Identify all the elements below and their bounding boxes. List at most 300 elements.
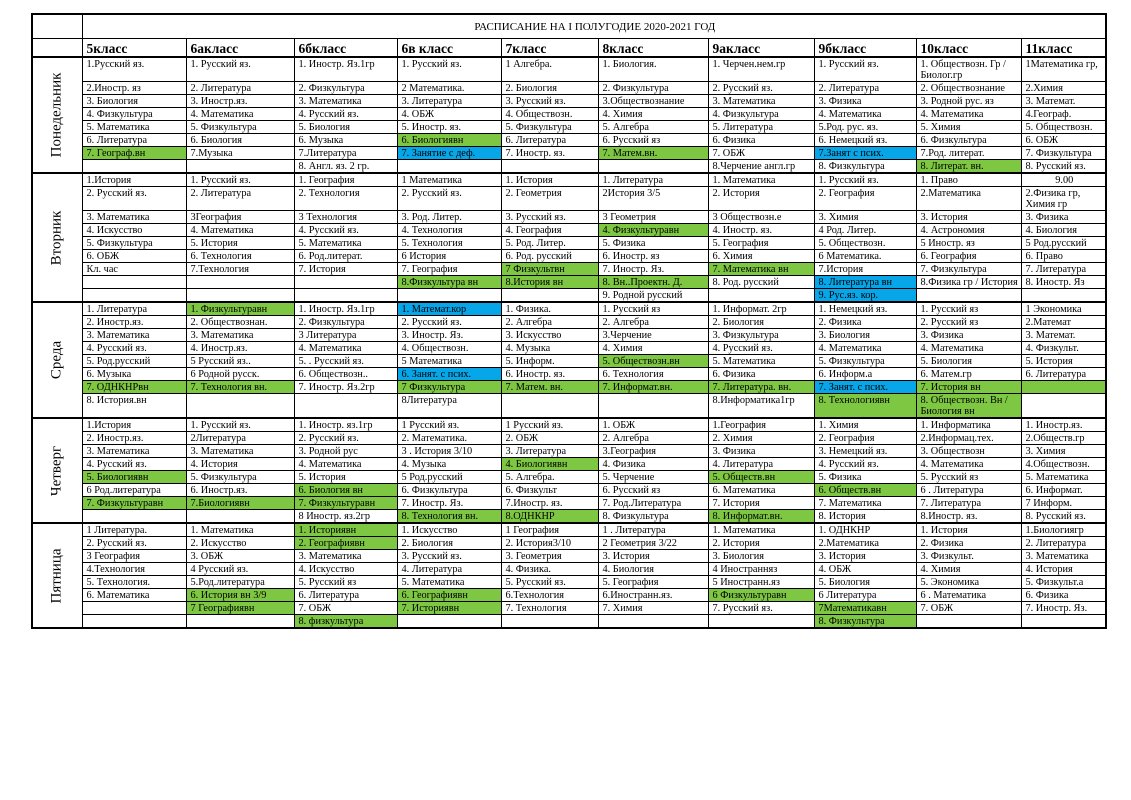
lesson-cell: 7. Технология bbox=[501, 602, 598, 615]
lesson-cell: 6. Обществ.вн bbox=[814, 484, 916, 497]
lesson-cell: 6. Иностр.яз. bbox=[186, 484, 294, 497]
lesson-cell: 7. Историявн bbox=[397, 602, 501, 615]
lesson-cell: 1.История bbox=[82, 173, 186, 187]
day-label bbox=[32, 57, 82, 173]
lesson-cell: 7.Литература bbox=[294, 147, 397, 160]
lesson-cell: 1. Русский яз. bbox=[186, 418, 294, 432]
lesson-cell: 2. Искусство bbox=[186, 537, 294, 550]
lesson-cell: 3. ОБЖ bbox=[186, 550, 294, 563]
lesson-cell: 7 Физкультвн bbox=[501, 263, 598, 276]
lesson-cell: 3 Обществозн.е bbox=[708, 211, 814, 224]
lesson-cell: 4. ОБЖ bbox=[397, 108, 501, 121]
lesson-cell: 3. Химия bbox=[814, 211, 916, 224]
lesson-cell: 1. Литература bbox=[598, 173, 708, 187]
lesson-cell: 7. История bbox=[294, 263, 397, 276]
lesson-cell: 7. Иностр. Яз. bbox=[397, 497, 501, 510]
lesson-cell: 5. . Русский яз. bbox=[294, 355, 397, 368]
schedule-document bbox=[31, 13, 1105, 742]
lesson-cell: 2История 3/5 bbox=[598, 187, 708, 211]
lesson-row bbox=[32, 173, 1106, 187]
day-name: Пятница bbox=[48, 547, 65, 604]
lesson-row bbox=[32, 187, 1106, 211]
lesson-row bbox=[32, 497, 1106, 510]
lesson-cell: 5. География bbox=[598, 576, 708, 589]
lesson-cell: 3. Русский яз. bbox=[501, 211, 598, 224]
lesson-cell: 1 Экономика bbox=[1021, 302, 1106, 316]
lesson-cell: 8. Литература вн bbox=[814, 276, 916, 289]
lesson-cell: 5. Физкультура bbox=[501, 121, 598, 134]
lesson-cell: 3. Биология bbox=[708, 550, 814, 563]
lesson-cell: 7. Иностр. Яз.2гр bbox=[294, 381, 397, 394]
lesson-row bbox=[32, 108, 1106, 121]
lesson-cell: 3. История bbox=[598, 550, 708, 563]
lesson-cell: 2.Физика гр, Химия гр bbox=[1021, 187, 1106, 211]
lesson-cell bbox=[397, 615, 501, 629]
lesson-cell: 1. Немецкий яз. bbox=[814, 302, 916, 316]
lesson-cell: 8. Вн..Проектн. Д. bbox=[598, 276, 708, 289]
lesson-cell: 6. Физика bbox=[1021, 589, 1106, 602]
lesson-cell: 4. География bbox=[501, 224, 598, 237]
lesson-cell: 3. Родной рус bbox=[294, 445, 397, 458]
lesson-cell: 6 . Литература bbox=[916, 484, 1021, 497]
lesson-cell: 4. Физика. bbox=[501, 563, 598, 576]
lesson-cell: 3 Технология bbox=[294, 211, 397, 224]
lesson-cell: 4. Русский яз. bbox=[814, 458, 916, 471]
lesson-cell: 6. Музыка bbox=[294, 134, 397, 147]
lesson-cell: 3. Род. Литер. bbox=[397, 211, 501, 224]
lesson-cell: 5. Род. Литер. bbox=[501, 237, 598, 250]
lesson-cell: 4. Физкульт. bbox=[1021, 342, 1106, 355]
lesson-cell: 8.История вн bbox=[501, 276, 598, 289]
lesson-cell: 2. История3/10 bbox=[501, 537, 598, 550]
lesson-cell bbox=[186, 394, 294, 419]
lesson-cell: 8. физкультура bbox=[294, 615, 397, 629]
lesson-cell: 1.География bbox=[708, 418, 814, 432]
lesson-cell: 1. Русский яз. bbox=[814, 173, 916, 187]
lesson-cell: 4. Биологиявн bbox=[501, 458, 598, 471]
lesson-cell: 2.Математика bbox=[916, 187, 1021, 211]
lesson-cell: 8.Информатика1гр bbox=[708, 394, 814, 419]
lesson-cell: 6. Литература bbox=[1021, 368, 1106, 381]
lesson-cell: 5. Биология bbox=[814, 576, 916, 589]
lesson-cell: 5. Физкультура bbox=[186, 121, 294, 134]
lesson-cell: 1. Математика bbox=[708, 173, 814, 187]
lesson-cell: 8.Иностр. яз. bbox=[916, 510, 1021, 524]
lesson-cell: 2. Алгебра bbox=[598, 316, 708, 329]
lesson-cell: 1. География bbox=[294, 173, 397, 187]
lesson-cell: 8 Иностр. яз.2гр bbox=[294, 510, 397, 524]
lesson-cell: 6. Технология bbox=[186, 250, 294, 263]
lesson-cell: 5. Обществозн. bbox=[1021, 121, 1106, 134]
lesson-cell: 7. Математика вн bbox=[708, 263, 814, 276]
lesson-cell: 3. Математ. bbox=[1021, 329, 1106, 342]
lesson-row bbox=[32, 355, 1106, 368]
lesson-cell: 1. История bbox=[501, 173, 598, 187]
lesson-cell: 5 Математика bbox=[397, 355, 501, 368]
lesson-row bbox=[32, 576, 1106, 589]
lesson-cell: 6. Биологиявн bbox=[397, 134, 501, 147]
lesson-cell: 6. Физкультура bbox=[916, 134, 1021, 147]
lesson-cell: 7.Иностр. яз. bbox=[501, 497, 598, 510]
lesson-row bbox=[32, 432, 1106, 445]
lesson-cell bbox=[501, 289, 598, 303]
lesson-cell: 4 Род. Литер. bbox=[814, 224, 916, 237]
lesson-cell: 6. ОБЖ bbox=[1021, 134, 1106, 147]
lesson-row bbox=[32, 302, 1106, 316]
lesson-cell: 3. Литература bbox=[397, 95, 501, 108]
lesson-cell: 2. Технология bbox=[294, 187, 397, 211]
lesson-cell: 7.Технология bbox=[186, 263, 294, 276]
lesson-cell: 5. Биология bbox=[916, 355, 1021, 368]
day-label bbox=[32, 302, 82, 418]
lesson-cell: 3. Родной рус. яз bbox=[916, 95, 1021, 108]
lesson-cell: 8Литература bbox=[397, 394, 501, 419]
class-header: 8класс bbox=[598, 39, 708, 58]
lesson-cell: 5. Физкультура bbox=[82, 237, 186, 250]
lesson-cell: 4.Обществозн. bbox=[1021, 458, 1106, 471]
lesson-cell: 4. Математика bbox=[294, 342, 397, 355]
lesson-row bbox=[32, 458, 1106, 471]
lesson-cell: 3 Литература bbox=[294, 329, 397, 342]
lesson-cell: 4. Физкультуравн bbox=[598, 224, 708, 237]
lesson-cell: 5. Обществозн.вн bbox=[598, 355, 708, 368]
lesson-cell: 5 Род.русский bbox=[1021, 237, 1106, 250]
lesson-cell: 2. Алгебра bbox=[598, 432, 708, 445]
class-header: 11класс bbox=[1021, 39, 1106, 58]
lesson-row bbox=[32, 160, 1106, 174]
lesson-cell: 4 Иностранняз bbox=[708, 563, 814, 576]
lesson-cell bbox=[501, 160, 598, 174]
lesson-cell: 7. Физкультура bbox=[1021, 147, 1106, 160]
lesson-row bbox=[32, 237, 1106, 250]
lesson-cell: 2Литература bbox=[186, 432, 294, 445]
lesson-cell: 1. Литература bbox=[82, 302, 186, 316]
lesson-cell: 4. Иностр. яз. bbox=[708, 224, 814, 237]
lesson-cell bbox=[1021, 394, 1106, 419]
lesson-cell bbox=[1021, 381, 1106, 394]
corner-cell bbox=[32, 39, 82, 58]
lesson-cell: 7. Иностр. яз. bbox=[501, 147, 598, 160]
lesson-cell: 4. Иностр.яз. bbox=[186, 342, 294, 355]
lesson-cell bbox=[82, 510, 186, 524]
lesson-cell bbox=[294, 289, 397, 303]
lesson-cell: 8. Русский яз. bbox=[1021, 510, 1106, 524]
lesson-row bbox=[32, 381, 1106, 394]
lesson-cell: 5. Математика bbox=[708, 355, 814, 368]
lesson-cell: 1 Алгебра. bbox=[501, 57, 598, 82]
lesson-cell: 1. Математика bbox=[708, 523, 814, 537]
lesson-cell: 7. Иностр. Яз. bbox=[598, 263, 708, 276]
lesson-cell: 2. Обществознание bbox=[916, 82, 1021, 95]
lesson-cell: 7. Информат.вн. bbox=[598, 381, 708, 394]
lesson-cell: 2. Иностр.яз. bbox=[82, 316, 186, 329]
lesson-cell: 2. Физика bbox=[916, 537, 1021, 550]
lesson-cell: 6. Физкульт bbox=[501, 484, 598, 497]
lesson-cell bbox=[82, 276, 186, 289]
lesson-cell: 8.Физкультура вн bbox=[397, 276, 501, 289]
lesson-cell: 5.Род.литература bbox=[186, 576, 294, 589]
lesson-row bbox=[32, 329, 1106, 342]
lesson-cell: 8. Физкультура bbox=[598, 510, 708, 524]
lesson-row bbox=[32, 563, 1106, 576]
lesson-cell bbox=[397, 289, 501, 303]
corner-cell bbox=[32, 14, 82, 39]
lesson-cell: 5. Физкультура bbox=[814, 355, 916, 368]
lesson-cell: 2.Обществ.гр bbox=[1021, 432, 1106, 445]
lesson-cell: 4. Математика bbox=[916, 458, 1021, 471]
lesson-cell: 7. Физкультуравн bbox=[294, 497, 397, 510]
lesson-cell: 4. ОБЖ bbox=[814, 563, 916, 576]
lesson-cell: 5. Русский яз. bbox=[501, 576, 598, 589]
lesson-cell: 8. Род. русский bbox=[708, 276, 814, 289]
lesson-cell: 6. Немецкий яз. bbox=[814, 134, 916, 147]
lesson-row bbox=[32, 134, 1106, 147]
lesson-cell: 4. История bbox=[186, 458, 294, 471]
lesson-cell: 1. Русский яз. bbox=[186, 173, 294, 187]
lesson-cell: 1. Химия bbox=[814, 418, 916, 432]
lesson-cell: 1. Обществозн. Гр /Биолог.гр bbox=[916, 57, 1021, 82]
lesson-cell: 6. Обществозн.. bbox=[294, 368, 397, 381]
lesson-cell bbox=[598, 160, 708, 174]
lesson-cell: 2. Геометрия bbox=[501, 187, 598, 211]
lesson-cell: 7Математикавн bbox=[814, 602, 916, 615]
class-header: 6бкласс bbox=[294, 39, 397, 58]
lesson-cell: 5. Литература bbox=[708, 121, 814, 134]
lesson-cell: 3 Геометрия bbox=[598, 211, 708, 224]
lesson-row bbox=[32, 418, 1106, 432]
lesson-cell: 8.Физика гр / История bbox=[916, 276, 1021, 289]
lesson-cell: 2. География bbox=[814, 432, 916, 445]
lesson-cell: 5. История bbox=[1021, 355, 1106, 368]
lesson-cell: 6. Матем.гр bbox=[916, 368, 1021, 381]
lesson-cell: 1. Русский яз. bbox=[397, 57, 501, 82]
lesson-cell: 5. Русский яз bbox=[916, 471, 1021, 484]
lesson-cell: 3. Математика bbox=[1021, 550, 1106, 563]
lesson-cell bbox=[186, 289, 294, 303]
lesson-cell: 2. Литература bbox=[814, 82, 916, 95]
lesson-cell bbox=[186, 615, 294, 629]
lesson-cell: 4. История bbox=[1021, 563, 1106, 576]
lesson-cell: 4. Русский яз. bbox=[708, 342, 814, 355]
lesson-cell: 3. Литература bbox=[501, 445, 598, 458]
lesson-cell: 3. Математика bbox=[186, 445, 294, 458]
lesson-cell: 4. Химия bbox=[598, 342, 708, 355]
lesson-cell bbox=[397, 160, 501, 174]
lesson-cell: 4. Биология bbox=[1021, 224, 1106, 237]
lesson-cell: 2. Химия bbox=[708, 432, 814, 445]
lesson-cell: 5. Технология bbox=[397, 237, 501, 250]
lesson-cell: 1. Математика bbox=[186, 523, 294, 537]
lesson-cell: 4. Технология bbox=[397, 224, 501, 237]
class-header: 9акласс bbox=[708, 39, 814, 58]
lesson-cell: 7.История bbox=[814, 263, 916, 276]
lesson-cell: 8. История bbox=[814, 510, 916, 524]
lesson-cell: 2.Информац.тех. bbox=[916, 432, 1021, 445]
lesson-row bbox=[32, 523, 1106, 537]
lesson-cell: 7. История вн bbox=[916, 381, 1021, 394]
lesson-cell: 6. Литература bbox=[82, 134, 186, 147]
lesson-cell: 3. Математ. bbox=[1021, 95, 1106, 108]
lesson-cell: 6 Математика. bbox=[814, 250, 916, 263]
lesson-cell: 4. Математика bbox=[186, 108, 294, 121]
lesson-cell: 4.Географ. bbox=[1021, 108, 1106, 121]
lesson-cell: 1. Русский яз bbox=[916, 302, 1021, 316]
lesson-cell: 2. Русский яз. bbox=[397, 187, 501, 211]
lesson-cell: 7. География bbox=[397, 263, 501, 276]
lesson-cell: 8.ОДНКНР bbox=[501, 510, 598, 524]
lesson-cell: 2. История bbox=[708, 187, 814, 211]
lesson-cell bbox=[916, 615, 1021, 629]
lesson-cell: 4. Биология bbox=[598, 563, 708, 576]
lesson-cell: 2. Русский яз. bbox=[397, 316, 501, 329]
lesson-cell: 1Математика гр, bbox=[1021, 57, 1106, 82]
lesson-cell: 1. Информат. 2гр bbox=[708, 302, 814, 316]
lesson-cell: 2. Биология bbox=[397, 537, 501, 550]
lesson-cell: 8. История.вн bbox=[82, 394, 186, 419]
lesson-cell: 2. Русский яз. bbox=[82, 187, 186, 211]
lesson-cell: 5. Физкульт.а bbox=[1021, 576, 1106, 589]
lesson-cell: 5. Технология. bbox=[82, 576, 186, 589]
day-label bbox=[32, 173, 82, 302]
lesson-row bbox=[32, 224, 1106, 237]
lesson-cell: 3.Обществознание bbox=[598, 95, 708, 108]
lesson-cell: 1. ОДНКНР bbox=[814, 523, 916, 537]
lesson-row bbox=[32, 537, 1106, 550]
lesson-cell bbox=[82, 160, 186, 174]
lesson-cell: 3. Русский яз. bbox=[397, 550, 501, 563]
lesson-cell: 1. Право bbox=[916, 173, 1021, 187]
lesson-cell: 4. Математика bbox=[814, 108, 916, 121]
lesson-cell: 6. Информат. bbox=[1021, 484, 1106, 497]
lesson-row bbox=[32, 550, 1106, 563]
lesson-cell: 4. Физика bbox=[598, 458, 708, 471]
lesson-cell: 5. Иностр. яз. bbox=[397, 121, 501, 134]
lesson-cell: 2. Биология bbox=[708, 316, 814, 329]
lesson-cell: 5. Русский яз bbox=[294, 576, 397, 589]
lesson-cell: 6. Биология вн bbox=[294, 484, 397, 497]
lesson-cell: 7.Биологиявн bbox=[186, 497, 294, 510]
lesson-cell: 1 Русский яз. bbox=[501, 418, 598, 432]
lesson-cell: 5. Физика bbox=[814, 471, 916, 484]
day-label bbox=[32, 523, 82, 628]
lesson-row bbox=[32, 471, 1106, 484]
lesson-cell: 3. Физика bbox=[814, 95, 916, 108]
lesson-cell: 1 Математика bbox=[397, 173, 501, 187]
lesson-cell: 5. Химия bbox=[916, 121, 1021, 134]
lesson-cell bbox=[501, 394, 598, 419]
lesson-cell: 6. Род. русский bbox=[501, 250, 598, 263]
lesson-row bbox=[32, 289, 1106, 303]
lesson-cell: 3. История bbox=[814, 550, 916, 563]
lesson-cell: 7. Физкультура bbox=[916, 263, 1021, 276]
lesson-cell: 5. Алгебра. bbox=[501, 471, 598, 484]
lesson-cell: Кл. час bbox=[82, 263, 186, 276]
lesson-cell: 4. Астрономия bbox=[916, 224, 1021, 237]
timetable bbox=[31, 13, 1107, 629]
lesson-cell: 7. Русский яз. bbox=[708, 602, 814, 615]
lesson-cell: 3. История bbox=[916, 211, 1021, 224]
lesson-cell: 1. Иностр. Яз.1гр bbox=[294, 302, 397, 316]
lesson-cell: 1. ОБЖ bbox=[598, 418, 708, 432]
lesson-cell: 7. Технология вн. bbox=[186, 381, 294, 394]
lesson-row bbox=[32, 211, 1106, 224]
lesson-cell: 3. Математика bbox=[186, 329, 294, 342]
lesson-cell: 7. ОБЖ bbox=[708, 147, 814, 160]
lesson-cell: 2.Иностр. яз bbox=[82, 82, 186, 95]
lesson-cell: 7. Матем.вн. bbox=[598, 147, 708, 160]
lesson-cell: 6. Занят. с псих. bbox=[397, 368, 501, 381]
lesson-cell: 5. История bbox=[186, 237, 294, 250]
day-name: Четверг bbox=[48, 445, 65, 496]
lesson-cell: 1 . Литература bbox=[598, 523, 708, 537]
lesson-cell: 1 Русский яз. bbox=[397, 418, 501, 432]
lesson-cell: 3 . История 3/10 bbox=[397, 445, 501, 458]
lesson-cell: 6. Литература bbox=[501, 134, 598, 147]
lesson-cell: 2. Русский яз. bbox=[294, 432, 397, 445]
lesson-cell: 6. Биология bbox=[186, 134, 294, 147]
lesson-cell: 1. Биология. bbox=[598, 57, 708, 82]
lesson-cell: 6. Литература bbox=[294, 589, 397, 602]
class-header: 9бкласс bbox=[814, 39, 916, 58]
lesson-cell: 4. Математика bbox=[186, 224, 294, 237]
lesson-row bbox=[32, 484, 1106, 497]
lesson-cell: 1.Биологиягр bbox=[1021, 523, 1106, 537]
lesson-cell: 5. Обществ.вн bbox=[708, 471, 814, 484]
lesson-cell: 4. Музыка bbox=[397, 458, 501, 471]
lesson-cell: 6.Технология bbox=[501, 589, 598, 602]
lesson-cell: 6. Право bbox=[1021, 250, 1106, 263]
lesson-cell: 4. Физкультура bbox=[82, 108, 186, 121]
lesson-cell: 5. История bbox=[294, 471, 397, 484]
lesson-cell: 5 Иностр. яз bbox=[916, 237, 1021, 250]
lesson-row bbox=[32, 276, 1106, 289]
lesson-cell: 2. История bbox=[708, 537, 814, 550]
lesson-cell: 2.Математ bbox=[1021, 316, 1106, 329]
lesson-cell: 7.Музыка bbox=[186, 147, 294, 160]
class-header: 6акласс bbox=[186, 39, 294, 58]
lesson-row bbox=[32, 250, 1106, 263]
lesson-cell: 5.Род. рус. яз. bbox=[814, 121, 916, 134]
lesson-cell: 1. Физкультуравн bbox=[186, 302, 294, 316]
lesson-cell: 4. Химия bbox=[598, 108, 708, 121]
lesson-cell bbox=[186, 160, 294, 174]
lesson-cell: 4. Русский яз. bbox=[82, 342, 186, 355]
lesson-cell: 8. Иностр. Яз bbox=[1021, 276, 1106, 289]
lesson-cell: 6 Физкультуравн bbox=[708, 589, 814, 602]
lesson-cell: 6 Род.литература bbox=[82, 484, 186, 497]
lesson-cell: 2. ОБЖ bbox=[501, 432, 598, 445]
lesson-row bbox=[32, 394, 1106, 419]
lesson-cell: 1. История bbox=[916, 523, 1021, 537]
lesson-cell: 5. Биология bbox=[294, 121, 397, 134]
lesson-cell: 3. Математика bbox=[82, 329, 186, 342]
lesson-cell bbox=[501, 615, 598, 629]
lesson-cell: 2. Алгебра bbox=[501, 316, 598, 329]
lesson-cell: 3. Биология bbox=[82, 95, 186, 108]
lesson-cell bbox=[1021, 289, 1106, 303]
lesson-cell: 4. Литература bbox=[708, 458, 814, 471]
lesson-cell: 3. Иностр. Яз. bbox=[397, 329, 501, 342]
class-header: 5класс bbox=[82, 39, 186, 58]
lesson-cell: 1. Физика. bbox=[501, 302, 598, 316]
lesson-cell: 6. Информ.а bbox=[814, 368, 916, 381]
lesson-cell: 1. Русский яз. bbox=[814, 57, 916, 82]
lesson-cell: 7. Литература. вн. bbox=[708, 381, 814, 394]
lesson-cell: 7. Литература bbox=[916, 497, 1021, 510]
lesson-cell: 3. Математика bbox=[82, 211, 186, 224]
lesson-cell: 2. Иностр.яз. bbox=[82, 432, 186, 445]
lesson-cell bbox=[294, 276, 397, 289]
